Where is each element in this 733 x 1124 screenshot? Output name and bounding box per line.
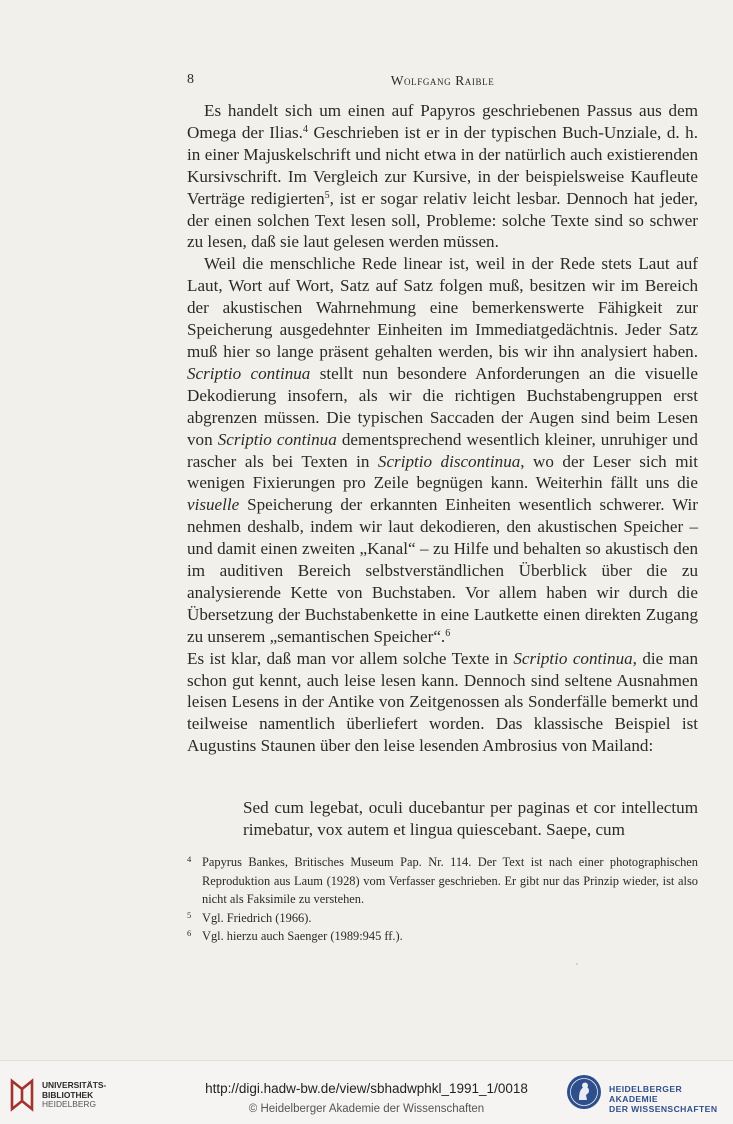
university-library-name[interactable]: UNIVERSITÄTS- BIBLIOTHEK HEIDELBERG <box>42 1080 107 1109</box>
viewer-footer <box>0 1060 733 1124</box>
academy-name[interactable]: HEIDELBERGER AKADEMIE DER WISSENSCHAFTEN <box>609 1084 718 1114</box>
footnotes <box>187 853 698 946</box>
italic-term: Scriptio discontinua <box>377 451 521 471</box>
paragraph-3: Es ist klar, daß man vor allem solche Texte in Scriptio continua, die man schon gut kennt, auch leise lesen kann. Dennoch sind seltene Ausnahmen leisen Lesens in der Antike von Zeitgenossen als Sonderfälle bemerkt und teilweise namentlich überliefert worden. Das klassische Beispiel ist Augustins Staunen über den leise lesenden Ambrosius von Mailand: <box>187 648 698 756</box>
block-quote: Sed cum legebat, oculi ducebantur per paginas et cor intellectum rimebatur, vox autem et lingua quiescebant. Saepe, cum <box>243 798 698 839</box>
page-header <box>187 72 698 92</box>
permalink-url[interactable]: http://digi.hadw-bw.de/view/sbhadwphkl_1991_1/0018 <box>205 1081 528 1096</box>
academy-seal-icon[interactable] <box>566 1074 602 1110</box>
running-head: Wolfgang Raible <box>390 73 495 88</box>
paragraph-2: Weil die menschliche Rede linear ist, weil in der Rede stets Laut auf Laut, Wort auf Wort, Satz auf Satz folgen muß, besitzen wir im Bereich der akustischen Wahrnehmung eine bemerkenswerte Fähigkeit zur Speicherung ausgedehnter Einheiten im Immediatgedächtnis. Jeder Satz muß hier so lange präsent gehalten werden, bis wir ihn analysiert haben. Scriptio continua stellt nun besondere Anforderungen an die visuelle Dekodierung insofern, als wir die richtigen Buchstabengruppen erst abgrenzen müssen. Die typischen Saccaden der Augen sind beim Lesen von Scriptio continua dementsprechend wesentlich kleiner, unruhiger und rascher als bei Texten in Scriptio discontinua, wo der Leser sich mit wenigen Fixierungen pro Zeile begnügen kann. Weiterhin fällt uns die visuelle Speicherung der erkannten Einheiten wesentlich schwerer. Wir nehmen deshalb, indem wir laut dekodieren, den akustischen Speicher – und damit einen zweiten „Kanal“ – zu Hilfe und behalten so akustisch den im auditiven Bereich selbstverständlichen Überblick über die zu analysierende Kette von Buchstaben. Vor allem haben wir durch die Übersetzung der Buchstabenkette in eine Lautkette einen direkten Zugang zu unserem „semantischen Speicher“.$^6$ <box>187 254 699 646</box>
copyright-notice: © Heidelberger Akademie der Wissenschaften <box>248 1103 485 1115</box>
footnote-5: 5 Vgl. Friedrich (1966). <box>187 909 312 925</box>
italic-term: Scriptio continua <box>217 429 337 449</box>
page-number: 8 <box>187 72 194 87</box>
footnote-4: 4 Papyrus Bankes, Britisches Museum Pap. Nr. 114. Der Text ist nach einer photographischen Reproduktion aus Laum (1928) vom Verfasser geschrieben. Er gibt nur das Prinzip wieder, ist also nicht als Faksimile zu verstehen. <box>187 854 698 907</box>
body-text <box>187 100 698 757</box>
footnote-ref-5: 5 <box>324 189 330 201</box>
footnote-ref-4: 4 <box>302 123 308 135</box>
italic-term: Scriptio continua <box>513 648 633 668</box>
footnote-6: 6 Vgl. hierzu auch Saenger (1989:945 ff.). <box>187 928 403 944</box>
italic-term: visuelle <box>187 495 240 515</box>
paper-speck <box>576 963 578 965</box>
italic-term: Scriptio continua <box>187 363 311 383</box>
paragraph-1: Es handelt sich um einen auf Papyros geschriebenen Passus aus dem Omega der Ilias.$^4$ Geschrieben ist er in der typischen Buch-Unziale, d. h. in einer Majuskelschrift und nicht etwa in der natürlich auch existierenden Kursivschrift. Im Vergleich zur Kursive, in der beispielsweise Kaufleute Verträge redigierten$^5$, ist er sogar relativ leicht lesbar. Dennoch hat jeder, der einen solchen Text lesen soll, Probleme: solche Texte sind so schwer zu lesen, daß sie laut gelesen werden müssen. <box>187 101 698 252</box>
footnote-ref-6: 6 <box>445 627 451 639</box>
